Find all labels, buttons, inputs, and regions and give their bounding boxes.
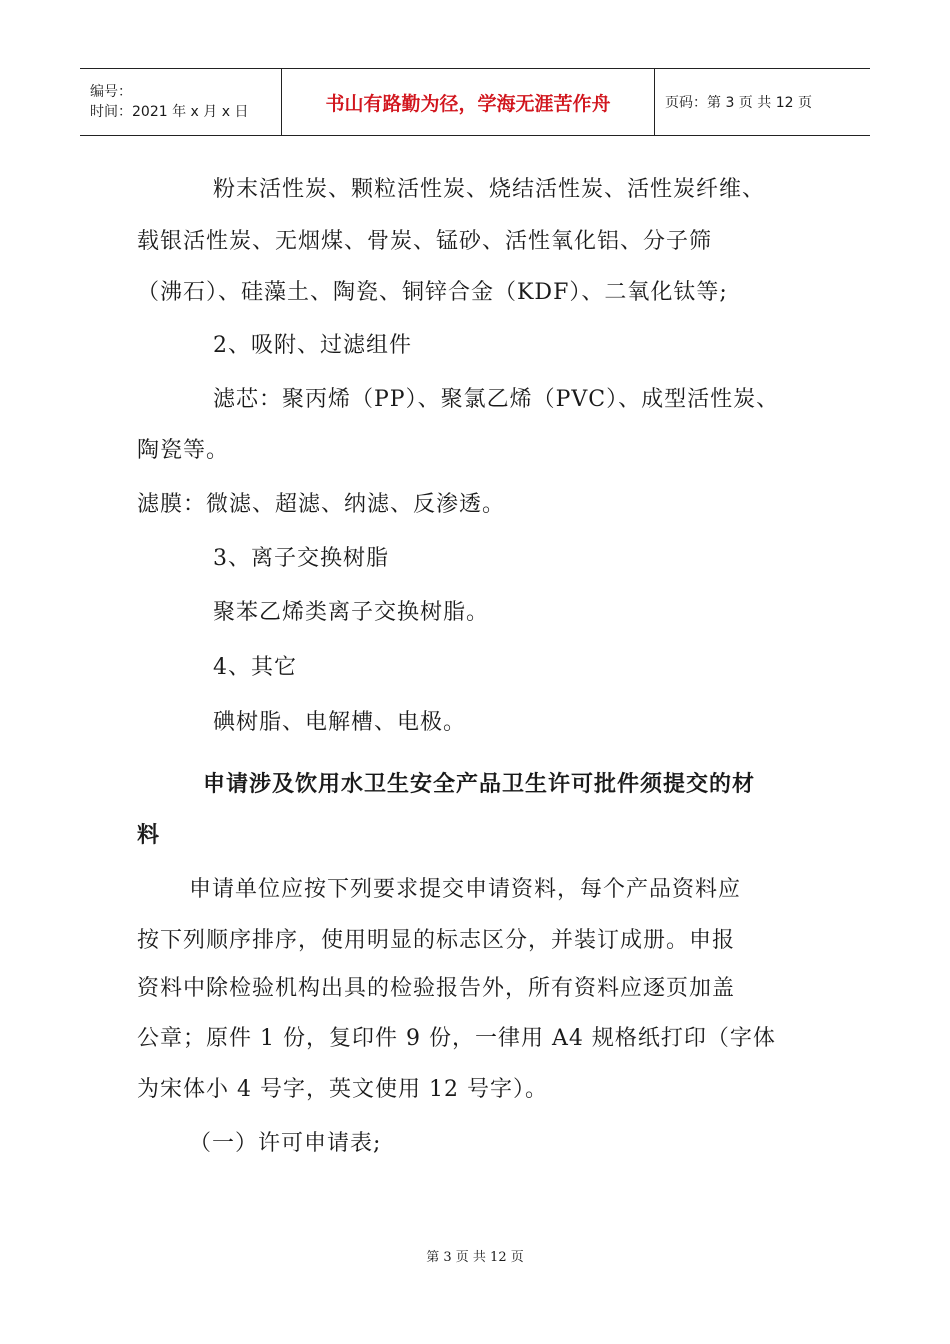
body-line: 碘树脂、电解槽、电极。 <box>213 710 467 735</box>
paragraph-line: 按下列顺序排序，使用明显的标志区分，并装订成册。申报 <box>137 928 736 953</box>
paragraph-line: 为宋体小 4 号字，英文使用 12 号字）。 <box>137 1077 548 1102</box>
page-header <box>80 68 870 136</box>
body-line: 3、离子交换树脂 <box>213 546 389 571</box>
paragraph-line: 资料中除检验机构出具的检验报告外，所有资料应逐页加盖 <box>137 976 736 1001</box>
page-footer: 第 3 页 共 12 页 <box>426 1250 524 1265</box>
body-line: 2、吸附、过滤组件 <box>213 333 412 358</box>
header-time-label: 时间：2021 年 x 月 x 日 <box>90 104 249 120</box>
section-heading-line1: 申请涉及饮用水卫生安全产品卫生许可批件须提交的材 <box>203 772 756 797</box>
header-motto: 书山有路勤为径，学海无涯苦作舟 <box>282 69 655 135</box>
body-line: 粉末活性炭、颗粒活性炭、烧结活性炭、活性炭纤维、 <box>213 177 766 202</box>
list-item-one: （一）许可申请表; <box>189 1131 382 1156</box>
body-line: 4、其它 <box>213 655 297 680</box>
body-line: 载银活性炭、无烟煤、骨炭、锰砂、活性氧化铝、分子筛 <box>137 229 713 254</box>
paragraph-line: 申请单位应按下列要求提交申请资料，每个产品资料应 <box>189 877 742 902</box>
header-page-info: 页码：第 3 页 共 12 页 <box>665 95 812 111</box>
body-line: （沸石）、硅藻土、陶瓷、铜锌合金（KDF）、二氧化钛等; <box>137 280 728 305</box>
body-line: 陶瓷等。 <box>137 438 230 463</box>
section-heading-line2: 料 <box>137 823 161 848</box>
header-number-label: 编号： <box>90 84 132 100</box>
body-line: 滤膜：微滤、超滤、纳滤、反渗透。 <box>137 492 506 517</box>
paragraph-line: 公章；原件 1 份，复印件 9 份，一律用 A4 规格纸打印（字体 <box>137 1026 776 1051</box>
body-line: 滤芯：聚丙烯（PP）、聚氯乙烯（PVC）、成型活性炭、 <box>213 387 780 412</box>
header-meta <box>80 69 282 135</box>
body-line: 聚苯乙烯类离子交换树脂。 <box>213 600 490 625</box>
